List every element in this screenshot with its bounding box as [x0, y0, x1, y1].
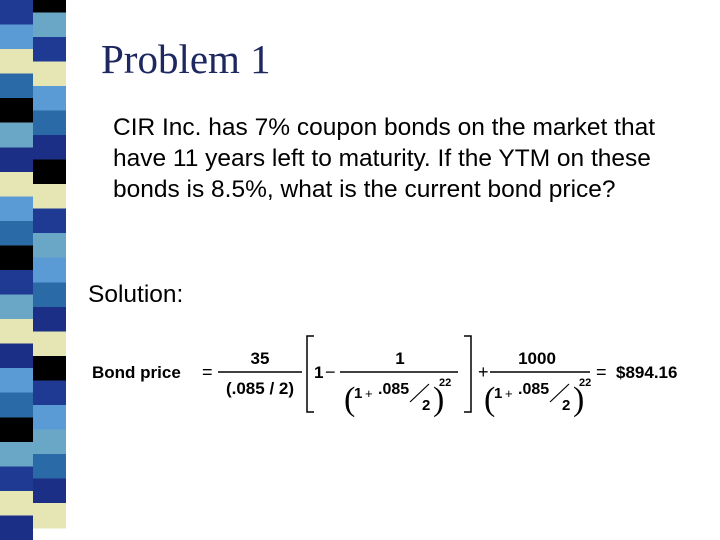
stripe-block [0, 295, 33, 320]
stripe-block [33, 356, 66, 381]
left-paren-1: ( [344, 381, 356, 418]
solution-label: Solution: [88, 281, 184, 308]
stripe-block [33, 258, 66, 283]
left-paren-2: ( [484, 381, 496, 418]
stripe-block [0, 368, 33, 393]
coupon-numerator: 35 [250, 349, 270, 368]
stripe-block [0, 0, 33, 25]
equation-lhs-label: Bond price [92, 363, 181, 382]
bond-price-result: $894.16 [616, 363, 678, 382]
rate-denominator: (.085 / 2) [225, 379, 295, 398]
stripe-block [0, 147, 33, 172]
stripe-block [33, 12, 66, 37]
stripe-block [0, 74, 33, 99]
left-bracket [307, 336, 314, 412]
rate-bottom-2: 2 [562, 397, 571, 414]
base-plus-2: + [505, 386, 513, 401]
problem-statement: CIR Inc. has 7% coupon bonds on the market that have 11 years left to maturity. If the YTM on these bonds is 8.5%, what is the current bond price? [113, 114, 656, 203]
stripe-block [33, 0, 66, 13]
equation-equals-sign: = [202, 362, 213, 382]
stripe-block [33, 307, 66, 332]
stripe-block [33, 160, 66, 185]
stripe-block [0, 172, 33, 197]
decorative-stripe-bar [0, 0, 66, 540]
stripe-block [0, 417, 33, 442]
plus-sign: + [478, 362, 489, 382]
right-paren-2: ) [573, 381, 585, 418]
stripe-block [33, 184, 66, 209]
stripe-block [33, 405, 66, 430]
stripe-block [33, 86, 66, 111]
stripe-block [33, 282, 66, 307]
rate-top-1: .085 [378, 381, 410, 398]
stripe-block [0, 98, 33, 123]
exponent-2: 22 [579, 377, 592, 389]
stripe-block [0, 491, 33, 516]
stripe-block [33, 380, 66, 405]
stripe-block [0, 49, 33, 74]
face-value-numerator: 1000 [518, 349, 556, 368]
right-bracket [464, 336, 471, 412]
base-one-2: 1 [494, 385, 503, 402]
stripe-block [0, 442, 33, 467]
stripe-block [33, 135, 66, 160]
stripe-block [0, 25, 33, 50]
rate-bottom-1: 2 [422, 397, 431, 414]
right-paren-1: ) [433, 381, 445, 418]
stripe-block [33, 61, 66, 86]
stripe-block [33, 110, 66, 135]
base-plus-1: + [365, 386, 373, 401]
stripe-block [33, 209, 66, 234]
stripe-block [0, 245, 33, 270]
stripe-block [33, 454, 66, 479]
bond-price-equation [88, 332, 708, 418]
bracket-minus-sign: − [325, 362, 336, 382]
stripe-block [33, 479, 66, 504]
base-one-1: 1 [354, 385, 363, 402]
stripe-block [33, 233, 66, 258]
result-equals-sign: = [596, 362, 607, 382]
stripe-block [0, 466, 33, 491]
inner-fraction-numerator: 1 [395, 349, 405, 368]
stripe-block [0, 393, 33, 418]
exponent-1: 22 [439, 377, 452, 389]
stripe-block [0, 270, 33, 295]
stripe-block [0, 515, 33, 540]
rate-top-2: .085 [518, 381, 550, 398]
stripe-block [0, 123, 33, 148]
bracket-one: 1 [314, 363, 324, 382]
stripe-block [33, 331, 66, 356]
stripe-block [0, 319, 33, 344]
stripe-block [33, 430, 66, 455]
slide-title: Problem 1 [101, 36, 271, 82]
stripe-block [0, 196, 33, 221]
stripe-block [33, 37, 66, 62]
stripe-block [0, 221, 33, 246]
stripe-block [33, 503, 66, 528]
stripe-block [0, 344, 33, 369]
